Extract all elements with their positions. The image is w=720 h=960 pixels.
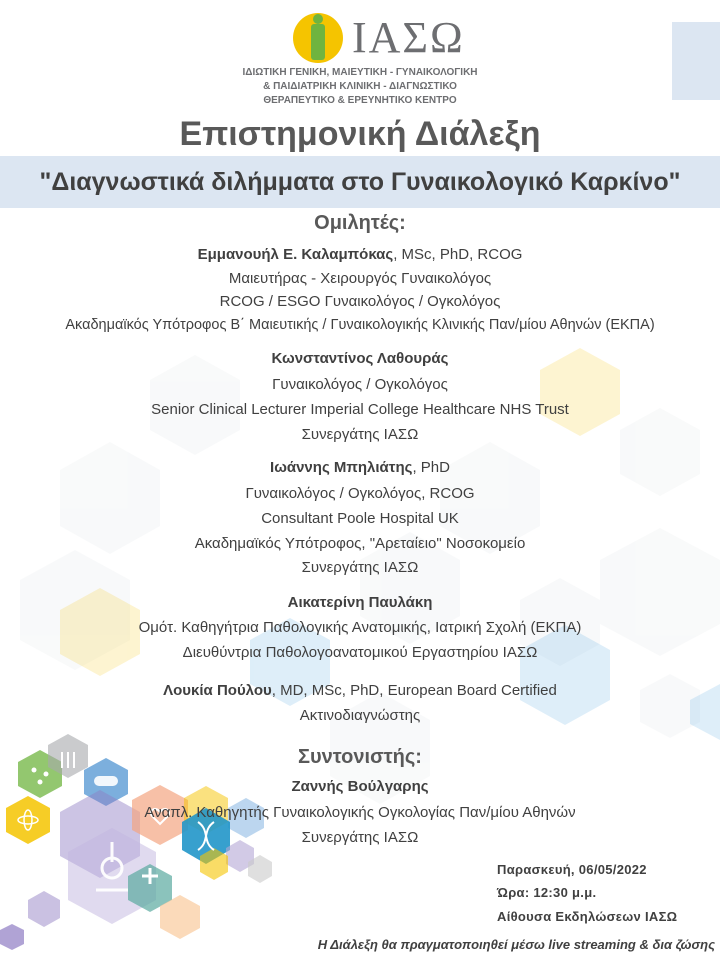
speaker-detail: Ακαδημαϊκός Υπότροφος Β΄ Μαιευτικής / Γυναικολογικής Κλινικής Παν/μίου Αθηνών (ΕΚΠΑ) [65, 317, 655, 333]
speaker-detail: Senior Clinical Lecturer Imperial College Healthcare NHS Trust [151, 401, 569, 418]
moderator-detail: Αναπλ. Καθηγητής Γυναικολογικής Ογκολογίας Παν/μίου Αθηνών [144, 804, 576, 821]
iaso-logo [230, 6, 490, 110]
speaker-name-line [0, 681, 720, 701]
logo-wordmark: ΙΑΣΩ [352, 13, 465, 62]
speaker-name: Λουκία Πούλου [163, 682, 272, 699]
corner-accent-block [672, 22, 720, 100]
speaker-name-line [0, 593, 720, 613]
speaker-detail: Συνεργάτης ΙΑΣΩ [301, 559, 419, 576]
moderator-heading: Συντονιστής: [298, 746, 422, 768]
speaker-name-line [0, 458, 720, 478]
logo-tagline [230, 66, 490, 108]
moderator-name [0, 777, 720, 797]
speaker-name: Κωνσταντίνος Λαθουράς [271, 350, 449, 367]
lecture-subtitle: "Διαγνωστικά διλήμματα στο Γυναικολογικό Καρκίνο" [39, 168, 681, 196]
moderator-detail: Συνεργάτης ΙΑΣΩ [301, 829, 419, 846]
speaker-name: Ιωάννης Μπηλιάτης [270, 459, 413, 476]
speaker-credentials: , PhD [412, 459, 450, 476]
event-date: Παρασκευή, 06/05/2022 [497, 862, 647, 877]
speaker-detail: Διευθύντρια Παθολογοανατομικού Εργαστηρίου ΙΑΣΩ [182, 644, 538, 661]
speaker-credentials: , MD, MSc, PhD, European Board Certified [271, 682, 557, 699]
speaker-detail: Ακτινοδιαγνώστης [299, 707, 421, 724]
logo-tagline-line: ΙΔΙΩΤΙΚΗ ΓΕΝΙΚΗ, ΜΑΙΕΥΤΙΚΗ - ΓΥΝΑΙΚΟΛΟΓΙΚΗ [242, 67, 478, 78]
iaso-logo-icon [292, 12, 344, 64]
event-venue: Αίθουσα Εκδηλώσεων ΙΑΣΩ [497, 909, 678, 924]
speaker-name-line [0, 349, 720, 369]
moderator-name-text: Ζαννής Βούλγαρης [291, 778, 429, 795]
page-title: Επιστημονική Διάλεξη [179, 115, 541, 153]
speaker-detail: Μαιευτήρας - Χειρουργός Γυναικολόγος [228, 270, 492, 287]
speaker-name-line [0, 245, 720, 265]
speaker-credentials: , MSc, PhD, RCOG [393, 246, 523, 263]
speaker-detail: Συνεργάτης ΙΑΣΩ [301, 426, 419, 443]
logo-tagline-line: & ΠΑΙΔΙΑΤΡΙΚΗ ΚΛΙΝΙΚΗ - ΔΙΑΓΝΩΣΤΙΚΟ [263, 81, 457, 92]
speaker-detail: RCOG / ESGO Γυναικολόγος / Ογκολόγος [219, 293, 501, 310]
logo-tagline-line: ΘΕΡΑΠΕΥΤΙΚΟ & ΕΡΕΥΝΗΤΙΚΟ ΚΕΝΤΡΟ [263, 95, 457, 106]
speaker-detail: Γυναικολόγος / Ογκολόγος [272, 376, 448, 393]
streaming-note: Η Διάλεξη θα πραγματοποιηθεί μέσω live streaming & δια ζώσης [317, 937, 715, 952]
event-time: Ώρα: 12:30 μ.μ. [497, 885, 597, 900]
speaker-detail: Γυναικολόγος / Ογκολόγος, RCOG [245, 485, 475, 502]
speaker-detail: Consultant Poole Hospital UK [261, 510, 459, 527]
speaker-detail: Ομότ. Καθηγήτρια Παθολογικής Ανατομικής, Ιατρική Σχολή (ΕΚΠΑ) [138, 619, 582, 636]
speaker-name: Εμμανουήλ Ε. Καλαμπόκας [197, 246, 394, 263]
speaker-detail: Ακαδημαϊκός Υπότροφος, "Αρεταίειο" Νοσοκομείο [194, 535, 526, 552]
speakers-heading: Ομιλητές: [314, 212, 406, 234]
speaker-name: Αικατερίνη Παυλάκη [287, 594, 433, 611]
